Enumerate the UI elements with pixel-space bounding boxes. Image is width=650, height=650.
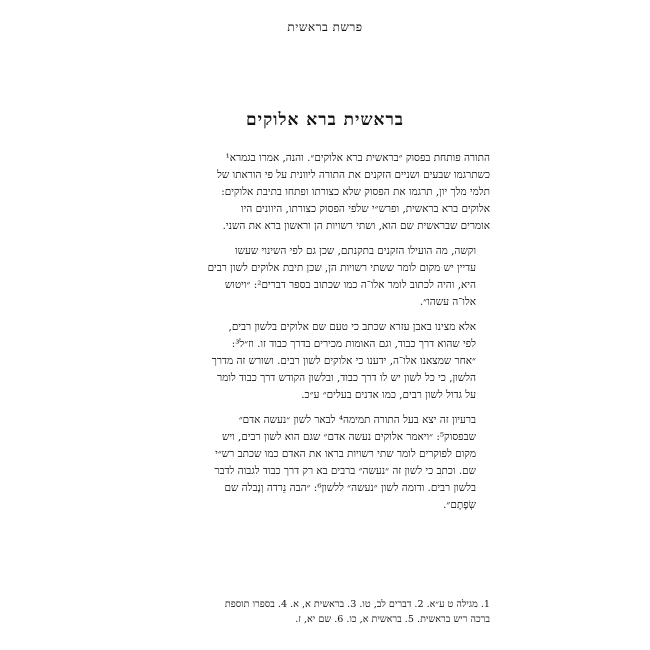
footnote-line: ברכה ריש בראשית. 5. בראשית א, כו. 6. שם יא, ז. [295,614,490,625]
text-line: התורה פותחת בפסוק ״בראשית ברא אלוקים״. והנה, אמרו בגמרא¹ [225,152,490,164]
text-line: וקשה, מה הועילו הזקנים בתקנתם, שכן גם לפי השינוי שעשו [234,245,476,257]
paragraph-1 [160,150,490,235]
text-line: היא, והיה לכתוב לומר אלו־ה כמו שכתוב בספר דברים²: ״ויטוש [224,279,476,291]
text-line: על גדול לשון רבים, כמו אדנים בעלים״ ע״כ. [301,389,476,401]
text-line: ״אחר שמצאנו אלו־ה, ידענו כי אלוקים לשון רבים. ושורש זה מדרך [211,355,476,367]
text-line: שבפסוק⁵: ״ויאמר אלוקים נעשה אדם״ שגם הוא לשון רבים, ויש [222,431,476,443]
text-line: אלו־ה עשהו״. [419,296,476,308]
text-line: שְׂפָתָם״. [443,499,476,511]
text-line: מקום לפוקרים לומר שתי רשויות בראו את האדם כמו שכתב רש״י [215,448,476,460]
text-line: הלשון, כי כל לשון יש לו דרך כבוד, ובלשון הקודש דרך כבוד לומר [216,372,476,384]
chapter-title: בראשית ברא אלוקים [246,110,404,130]
paragraph-3 [160,319,490,404]
footnotes [160,597,490,627]
text-line: עדיין יש מקום לומר ששתי רשויות הן, שכן תיבת אלוקים לשון רבים [207,262,476,274]
text-line: אומרים שבראשית שם הוא, ושתי רשויות הן וראשון ברא את השני. [222,220,490,232]
footnote-line: 1. מגילה ט ע״א. 2. דברים לב, טו. 3. בראשית א, א. 4. בספרו תוספת [224,599,490,610]
text-line: ברעיון זה יצא בעל התורה תמימה⁴ לבאר לשון ״נעשה אדם״ [238,414,476,426]
running-head: פרשת בראשית [287,20,363,34]
text-line: כשתרגמו שבעים ושניים הזקנים את התורה ליוונית על פי הוראתו של [216,169,490,181]
paragraph-4 [160,412,490,514]
text-line: לפי שהוא דרך כבוד, וגם האומות מכירים בדרך כבוד זו. וז״ל³: [231,338,476,350]
text-line: בלשון רבים. ודומה לשון ״נעשה״ ללשון⁶: ״הבה נֵרדה וְנָבלה שם [224,482,476,494]
text-line: אלוקים ברא בראשית, ופרש״י שלפי הפסוק כצורתו, היוונים היו [240,203,490,215]
text-line: שם. וכתב כי לשון זה ״נעשה״ ברבים בא רק דרך כבוד לגבוה לדבר [214,465,476,477]
body-text [160,150,490,522]
paragraph-2 [160,243,490,311]
text-line: תלמי מלך יון, תרגמו את הפסוק שלא כצורתו ופתחו בתיבת אלוקים: [221,186,490,198]
text-line: אלא מצינו באבן עזרא שכתב כי טעם שם אלוקים בלשון רבים, [228,321,476,333]
